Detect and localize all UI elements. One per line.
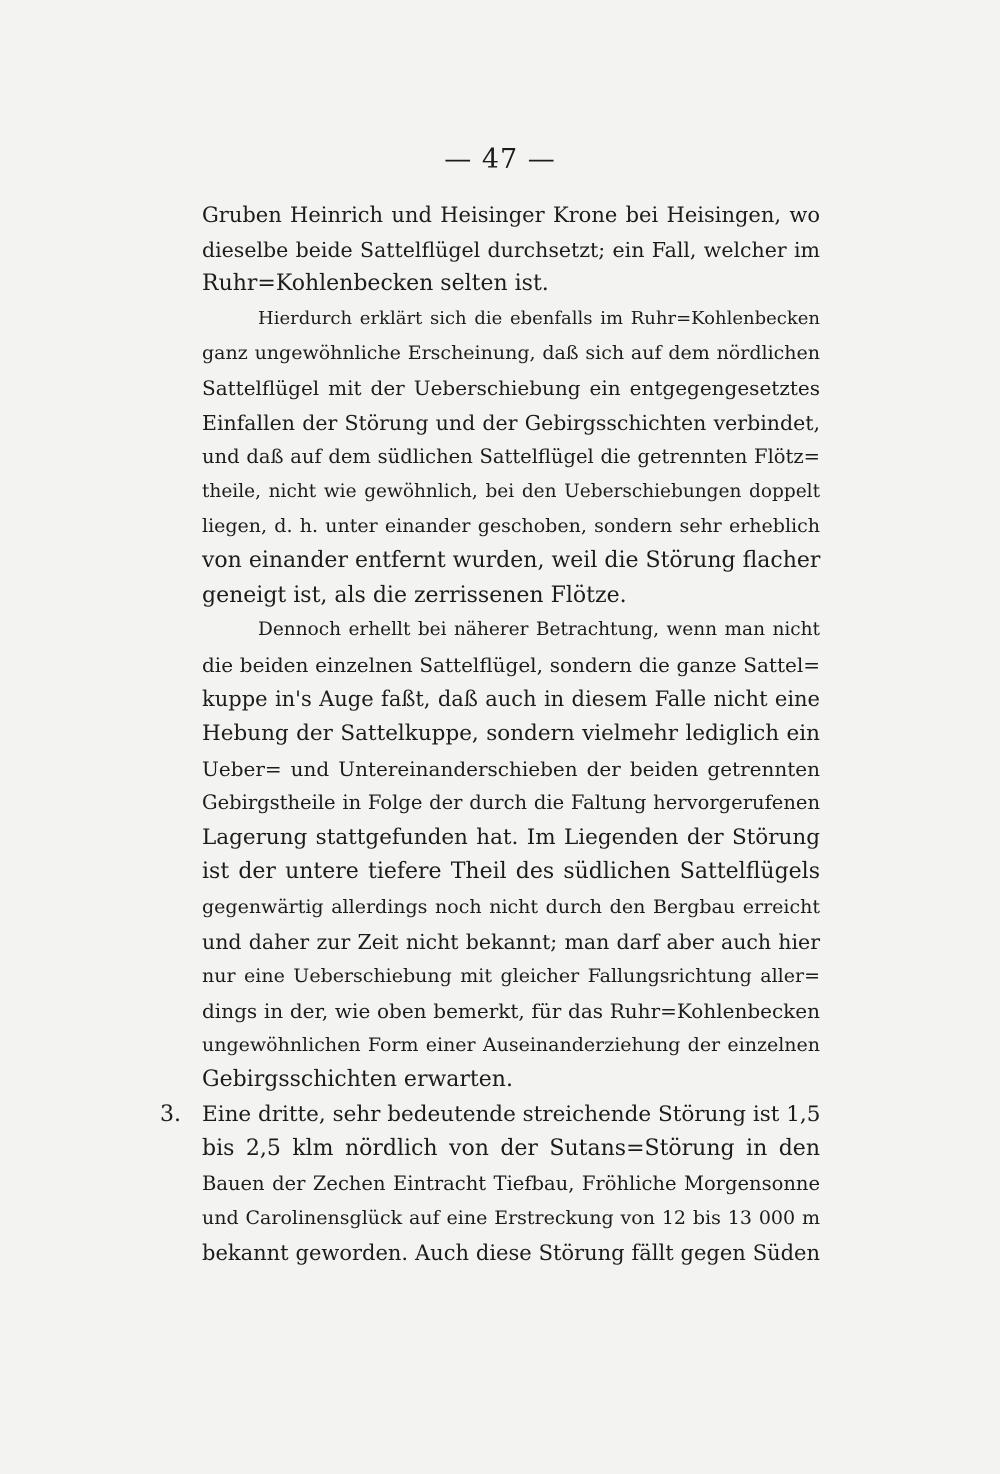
text-line: Hebung der Sattelkuppe, sondern vielmehr lediglich ein [202,721,820,746]
text-line: Gruben Heinrich und Heisinger Krone bei Heisingen, wo [202,203,820,227]
text-line: Sattelflügel mit der Ueberschiebung ein entgegengesetztes [202,376,820,400]
page-number: — 47 — [444,144,556,175]
text-line: ganz ungewöhnliche Erscheinung, daß sich auf dem nördlichen [202,342,820,365]
text-line: bis 2,5 klm nördlich von der Sutans=Störung in den [202,1136,820,1162]
text-line: Ueber= und Untereinanderschieben der beiden getrennten [202,756,820,781]
text-line: Bauen der Zechen Eintracht Tiefbau, Fröhliche Morgensonne [202,1171,820,1195]
text-line: liegen, d. h. unter einander geschoben, sondern sehr erheblich [202,515,820,538]
text-line: Hierdurch erklärt sich die ebenfalls im Ruhr=Kohlenbecken [258,307,820,329]
text-line: dings in der, wie oben bemerkt, für das Ruhr=Kohlenbecken [202,998,820,1023]
text-line: ist der untere tiefere Theil des südlichen Sattelflügels [202,859,820,885]
text-line: theile, nicht wie gewöhnlich, bei den Ueberschiebungen doppelt [202,480,820,502]
text-line: kuppe in's Auge faßt, daß auch in diesem Falle nicht eine [202,687,820,712]
text-line: und Carolinensglück auf eine Erstreckung von 12 bis 13 000 m [202,1207,820,1230]
text-line: die beiden einzelnen Sattelflügel, sondern die ganze Sattel= [202,652,820,677]
text-line: und daher zur Zeit nicht bekannt; man darf aber auch hier [202,929,820,954]
text-line: dieselbe beide Sattelflügel durchsetzt; ein Fall, welcher im [202,237,820,262]
text-line: ungewöhnlichen Form einer Auseinanderziehung der einzelnen [202,1034,820,1057]
text-line: nur eine Ueberschiebung mit gleicher Fallungsrichtung aller= [202,965,820,988]
text-line: Gebirgstheile in Folge der durch die Faltung hervorgerufenen [202,791,820,815]
list-item-number: 3. [160,1101,181,1127]
text-line: von einander entfernt wurden, weil die Störung flacher [202,548,821,573]
text-line: Ruhr=Kohlenbecken selten ist. [202,271,549,297]
text-line: Dennoch erhellt bei näherer Betrachtung, wenn man nicht [258,619,820,641]
text-line: und daß auf dem südlichen Sattelflügel die getrennten Flötz= [202,445,820,469]
text-line: Lagerung stattgefunden hat. Im Liegenden der Störung [202,824,820,850]
text-line: bekannt geworden. Auch diese Störung fällt gegen Süden [202,1241,820,1265]
text-line: Einfallen der Störung und der Gebirgsschichten verbindet, [202,410,820,435]
text-line: gegenwärtig allerdings noch nicht durch den Bergbau erreicht [202,896,820,918]
text-line: Gebirgsschichten erwarten. [202,1067,513,1092]
text-line: geneigt ist, als die zerrissenen Flötze. [202,582,627,608]
text-line: Eine dritte, sehr bedeutende streichende Störung ist 1,5 [202,1101,821,1127]
